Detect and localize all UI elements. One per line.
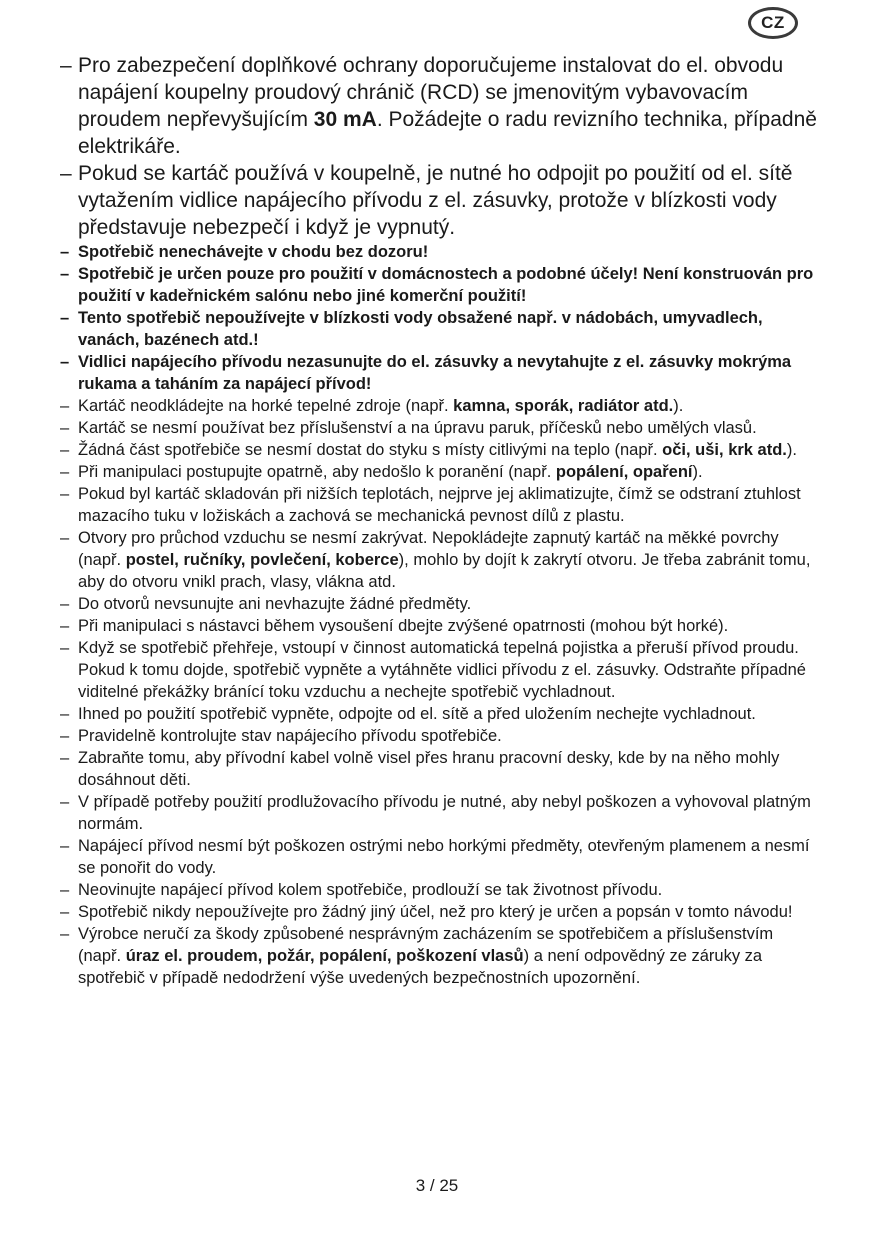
item-text — [78, 617, 728, 635]
dash-marker: – — [60, 529, 70, 547]
dash-marker: – — [60, 793, 70, 811]
item-text-segment: Spotřebič nikdy nepoužívejte pro žádný jiný účel, než pro který je určen a popsán v tomto návodu! — [78, 903, 793, 921]
item-text-segment: ), mohlo by dojít k zakrytí otvoru. Je třeba zabránit tomu, aby do otvoru vnikl prach, vlasy, vlákna atd. — [78, 551, 811, 591]
list-item — [60, 615, 818, 637]
list-item — [60, 241, 818, 263]
dash-marker: – — [60, 54, 72, 77]
list-item — [60, 417, 818, 439]
item-text — [78, 705, 756, 723]
dash-marker: – — [60, 881, 70, 899]
item-text-bold-segment: Spotřebič je určen pouze pro použití v domácnostech a podobné účely! Není konstruován pro použití v kadeřnickém salónu nebo jiné komerční použití! — [78, 265, 814, 305]
dash-marker: – — [60, 617, 70, 635]
item-text — [78, 881, 662, 899]
list-item — [60, 395, 818, 417]
item-text-bold-segment: postel, ručníky, povlečení, koberce — [125, 551, 399, 569]
list-item — [60, 901, 818, 923]
dash-marker: – — [60, 309, 70, 327]
item-text — [78, 441, 797, 459]
list-item — [60, 461, 818, 483]
list-item — [60, 879, 818, 901]
item-text — [78, 925, 773, 987]
dash-marker: – — [60, 397, 70, 415]
item-text-segment: Pokud byl kartáč skladován při nižších teplotách, nejprve jej aklimatizujte, čímž se odstraní ztuhlost mazacího tuku v ložiskách a zachová se mechanická pevnost dílů z plastu. — [78, 485, 801, 525]
list-item — [60, 637, 818, 703]
dash-marker: – — [60, 749, 70, 767]
item-text-segment: Napájecí přívod nesmí být poškozen ostrými nebo horkými předměty, otevřeným plamenem a nesmí se ponořit do vody. — [78, 837, 810, 877]
item-text — [78, 903, 793, 921]
dash-marker: – — [60, 162, 72, 185]
item-text — [78, 162, 792, 239]
item-text-segment: Kartáč se nesmí používat bez příslušenství a na úpravu paruk, příčesků nebo umělých vlasů. — [78, 419, 757, 437]
item-text-segment: Kartáč neodkládejte na horké tepelné zdroje (např. — [78, 397, 454, 415]
item-text-segment: Pro zabezpečení doplňkové ochrany doporučujeme instalovat do el. obvodu napájení koupelny proudový chránič (RCD) se jmenovitým vybavovacím proudem nepřevyšujícím — [78, 54, 784, 131]
dash-marker: – — [60, 639, 70, 657]
item-text — [78, 837, 810, 877]
item-text-bold-segment: oči, uši, krk atd. — [662, 441, 787, 459]
item-text-bold-segment: Spotřebič nenechávejte v chodu bez dozoru! — [78, 243, 429, 261]
item-text-segment: . Požádejte o radu revizního technika, případně elektrikáře. — [78, 108, 817, 158]
list-item — [60, 703, 818, 725]
dash-marker: – — [60, 441, 70, 459]
item-text-segment: ). — [692, 463, 703, 481]
item-text — [78, 529, 810, 591]
item-text-segment: Při manipulaci postupujte opatrně, aby nedošlo k poranění (např. — [78, 463, 556, 481]
item-text — [78, 727, 502, 745]
list-item — [60, 747, 818, 791]
item-text-bold-segment: Tento spotřebič nepoužívejte v blízkosti vody obsažené např. v nádobách, umyvadlech, vanách, bazénech atd.! — [78, 309, 763, 349]
item-text — [78, 243, 428, 261]
list-item — [60, 527, 818, 593]
item-text — [78, 749, 779, 789]
list-item — [60, 593, 818, 615]
item-text — [78, 639, 806, 701]
dash-marker: – — [60, 903, 70, 921]
item-text — [78, 54, 817, 158]
safety-list — [60, 52, 818, 989]
list-item — [60, 439, 818, 461]
item-text — [78, 485, 801, 525]
list-item — [60, 483, 818, 527]
dash-marker: – — [60, 595, 70, 613]
item-text — [78, 397, 683, 415]
dash-marker: – — [60, 265, 70, 283]
item-text-segment: Do otvorů nevsunujte ani nevhazujte žádné předměty. — [78, 595, 472, 613]
item-text — [78, 793, 811, 833]
item-text — [78, 309, 763, 349]
item-text-segment: Pokud se kartáč používá v koupelně, je nutné ho odpojit po použití od el. sítě vytažením vidlice napájecího přívodu z el. zásuvky, protože v blízkosti vody představuje nebezpečí i když je vypnutý. — [78, 162, 793, 239]
item-text-segment: Zabraňte tomu, aby přívodní kabel volně visel přes hranu pracovní desky, kde by na něho mohly dosáhnout děti. — [78, 749, 780, 789]
item-text — [78, 419, 757, 437]
item-text — [78, 353, 791, 393]
item-text-bold-segment: Vidlici napájecího přívodu nezasunujte do el. zásuvky a nevytahujte z el. zásuvky mokrýma rukama a taháním za napájecí přívod! — [78, 353, 792, 393]
list-item — [60, 351, 818, 395]
dash-marker: – — [60, 243, 70, 261]
item-text — [78, 463, 703, 481]
item-text-bold-segment: úraz el. proudem, požár, popálení, poškození vlasů — [125, 947, 524, 965]
item-text — [78, 265, 813, 305]
dash-marker: – — [60, 925, 70, 943]
item-text-segment: Výrobce neručí za škody způsobené nesprávným zacházením se spotřebičem a příslušenstvím (např. — [78, 925, 774, 965]
list-item — [60, 160, 818, 241]
item-text-segment: ) a není odpovědný ze záruky za spotřebič v případě nedodržení výše uvedených bezpečnostních upozornění. — [78, 947, 763, 987]
item-text-segment: Když se spotřebič přehřeje, vstoupí v činnost automatická tepelná pojistka a přeruší přívod proudu. Pokud k tomu dojde, spotřebič vypněte a vytáhněte vidlici přívodu z el. zásuvky. Odstraňte případné viditelné překážky bránící toku vzduchu a nechejte spotřebič vychladnout. — [78, 639, 806, 701]
dash-marker: – — [60, 353, 70, 371]
item-text-segment: Otvory pro průchod vzduchu se nesmí zakrývat. Nepokládejte zapnutý kartáč na měkké povrchy (např. — [78, 529, 779, 569]
page-number: 3 / 25 — [415, 1176, 459, 1195]
item-text-bold-segment: popálení, opaření — [555, 463, 693, 481]
item-text-segment: Pravidelně kontrolujte stav napájecího přívodu spotřebiče. — [78, 727, 502, 745]
item-text-segment: Neovinujte napájecí přívod kolem spotřebiče, prodlouží se tak životnost přívodu. — [78, 881, 663, 899]
dash-marker: – — [60, 485, 70, 503]
list-item — [60, 307, 818, 351]
list-item — [60, 725, 818, 747]
item-text-segment: Žádná část spotřebiče se nesmí dostat do styku s místy citlivými na teplo (např. — [78, 441, 663, 459]
item-text-segment: Při manipulaci s nástavci během vysoušení dbejte zvýšené opatrnosti (mohou být horké). — [78, 617, 729, 635]
dash-marker: – — [60, 727, 70, 745]
item-text-segment: Ihned po použití spotřebič vypněte, odpojte od el. sítě a před uložením nechejte vychladnout. — [78, 705, 756, 723]
country-code-badge: CZ — [748, 7, 798, 39]
dash-marker: – — [60, 705, 70, 723]
dash-marker: – — [60, 463, 70, 481]
dash-marker: – — [60, 837, 70, 855]
item-text-bold-segment: 30 mA — [313, 108, 377, 131]
item-text-segment: ). — [673, 397, 684, 415]
item-text-segment: V případě potřeby použití prodlužovacího přívodu je nutné, aby nebyl poškozen a vyhovoval platným normám. — [78, 793, 811, 833]
item-text-bold-segment: kamna, sporák, radiátor atd. — [453, 397, 674, 415]
item-text — [78, 595, 471, 613]
dash-marker: – — [60, 419, 70, 437]
list-item — [60, 791, 818, 835]
list-item — [60, 52, 818, 160]
item-text-segment: ). — [786, 441, 797, 459]
list-item — [60, 263, 818, 307]
list-item — [60, 923, 818, 989]
list-item — [60, 835, 818, 879]
